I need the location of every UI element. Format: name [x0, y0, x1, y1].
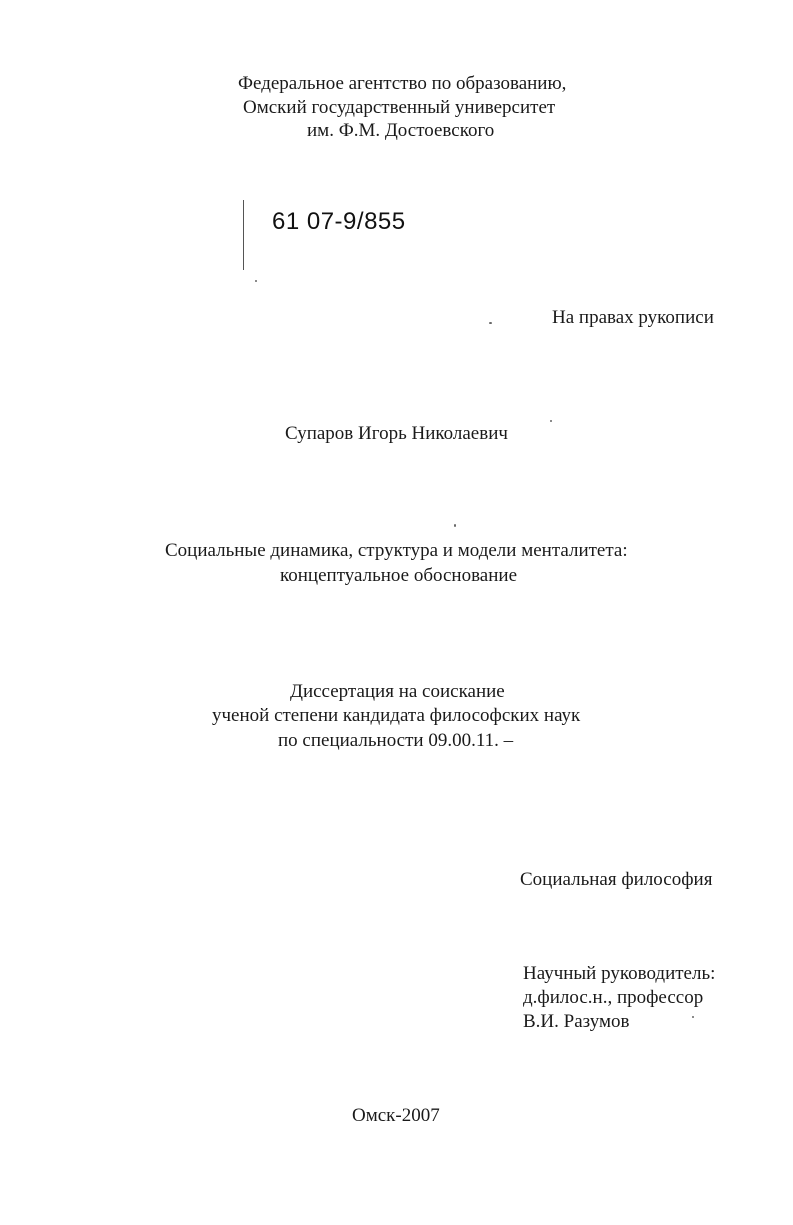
city-year: Омск-2007	[352, 1105, 440, 1126]
supervisor-label: Научный руководитель:	[523, 963, 716, 984]
scan-speck	[550, 420, 552, 422]
dissertation-type-line2: ученой степени кандидата философских наук	[212, 705, 581, 726]
dissertation-specialty-code: по специальности 09.00.11. –	[278, 730, 514, 751]
header-university: Омский государственный университет	[243, 97, 556, 118]
scan-speck	[692, 1016, 694, 1018]
supervisor-degree: д.филос.н., профессор	[523, 987, 704, 1008]
dissertation-title-line1: Социальные динамика, структура и модели менталитета:	[165, 540, 628, 561]
dissertation-type-line1: Диссертация на соискание	[290, 681, 505, 702]
specialty-name: Социальная философия	[520, 869, 713, 890]
scan-speck	[454, 524, 456, 527]
stamp-margin-line	[243, 200, 244, 270]
supervisor-name: В.И. Разумов	[523, 1011, 630, 1032]
rights-note: На правах рукописи	[552, 307, 714, 328]
header-university-name: им. Ф.М. Достоевского	[307, 120, 495, 141]
scan-speck	[255, 280, 257, 282]
dissertation-title-line2: концептуальное обоснование	[280, 565, 517, 586]
author-name: Супаров Игорь Николаевич	[285, 423, 508, 444]
library-stamp-number: 61 07-9/855	[272, 208, 406, 235]
scan-speck	[489, 322, 492, 324]
header-ministry: Федеральное агентство по образованию,	[238, 73, 567, 94]
